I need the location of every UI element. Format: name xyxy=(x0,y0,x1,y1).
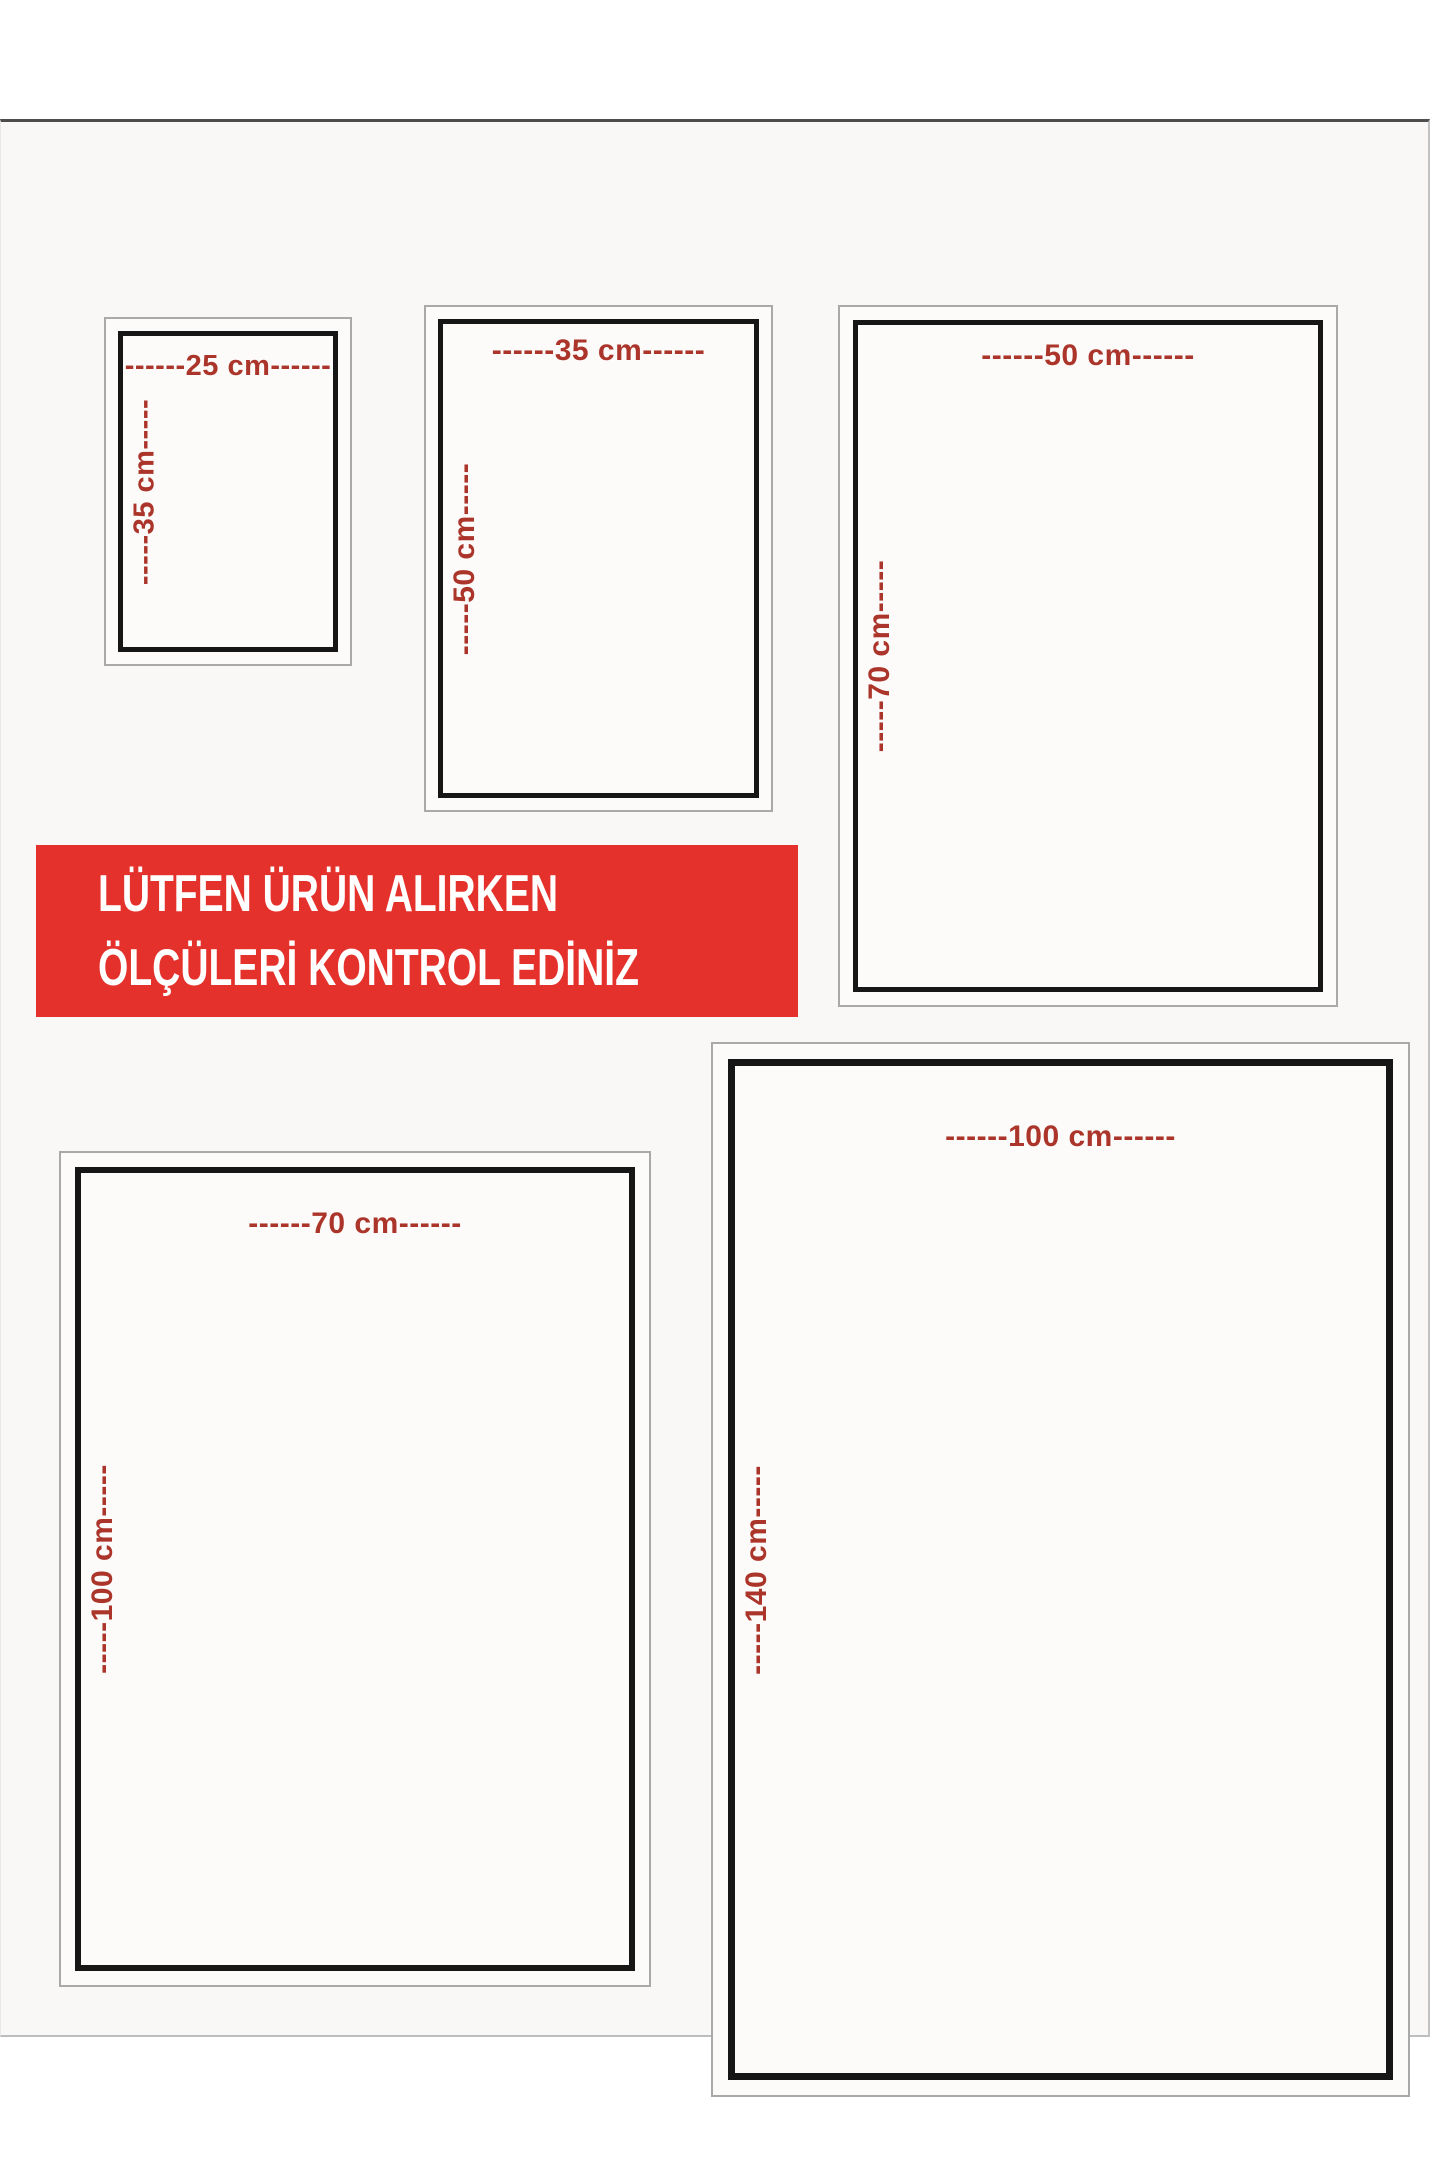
width-dimension-label: ------70 cm------ xyxy=(248,1207,462,1240)
size-box-35x50-inner-frame xyxy=(438,319,759,798)
photo-area xyxy=(0,119,1430,2037)
height-dimension-label: -----35 cm----- xyxy=(128,398,161,585)
size-box-70x100-inner-frame xyxy=(75,1167,635,1971)
size-box-35x50 xyxy=(424,305,773,812)
width-dimension-label: ------50 cm------ xyxy=(981,339,1195,372)
width-dimension-label: ------35 cm------ xyxy=(491,334,706,367)
height-dimension-label: -----70 cm----- xyxy=(863,559,896,753)
width-dimension-label: ------25 cm------ xyxy=(124,350,332,382)
warning-banner-line2: ÖLÇÜLERİ KONTROL EDİNİZ xyxy=(98,939,639,997)
height-dimension-label: -----50 cm----- xyxy=(448,462,481,655)
width-dimension-label: ------100 cm------ xyxy=(945,1120,1176,1153)
height-dimension-label: -----100 cm----- xyxy=(86,1464,119,1674)
size-box-100x140-inner-frame xyxy=(728,1059,1393,2080)
warning-banner xyxy=(36,845,798,1017)
size-box-50x70-inner-frame xyxy=(853,320,1323,992)
height-dimension-label: -----140 cm----- xyxy=(740,1464,773,1675)
size-box-25x35-inner-frame xyxy=(118,331,338,652)
size-box-70x100 xyxy=(59,1151,651,1987)
size-box-100x140 xyxy=(711,1042,1410,2097)
size-box-25x35 xyxy=(104,317,352,666)
size-box-50x70 xyxy=(838,305,1338,1007)
warning-banner-line1: LÜTFEN ÜRÜN ALIRKEN xyxy=(98,865,559,923)
